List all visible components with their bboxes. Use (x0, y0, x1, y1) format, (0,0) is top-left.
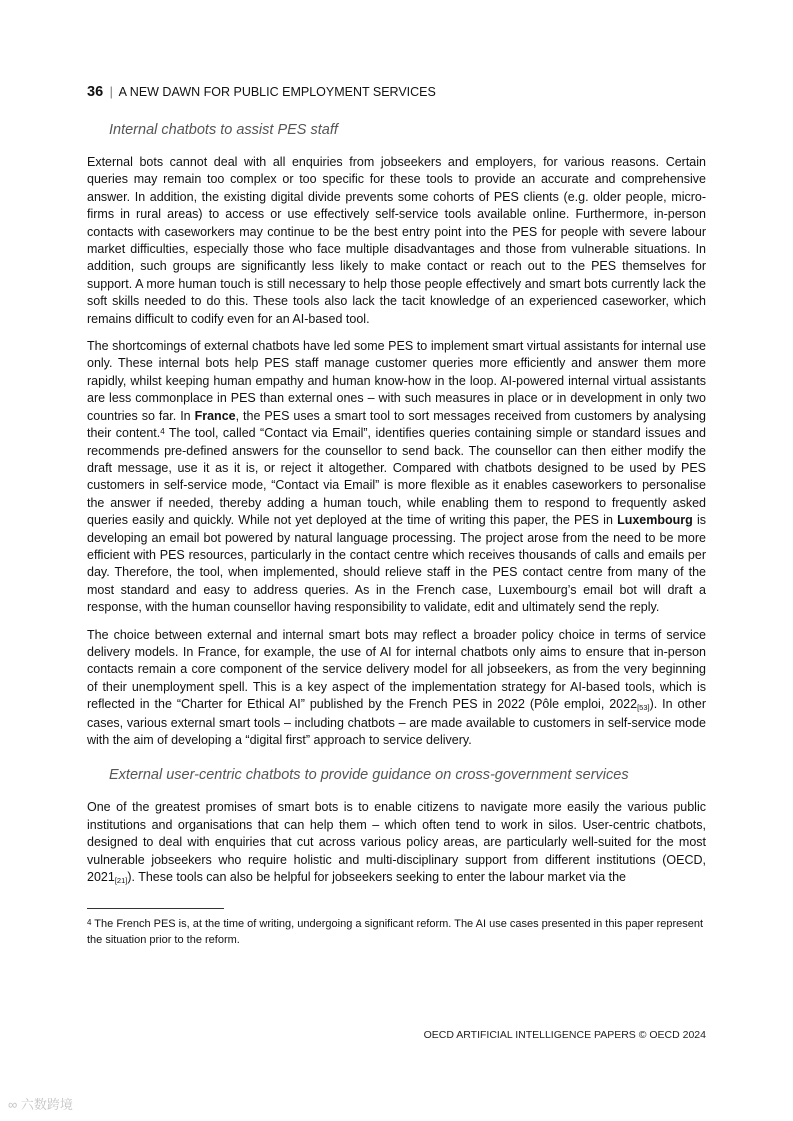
footnote (87, 916, 706, 948)
text-run: ). In other cases, various external smart tools – including chatbots – are made available to customers in self-service mode with the aim of developing a “digital first” approach to service delivery. (87, 697, 706, 747)
header-separator: | (109, 85, 113, 99)
citation-reference[interactable]: [21] (114, 876, 128, 886)
page-footer: OECD ARTIFICIAL INTELLIGENCE PAPERS © OECD 2024 (423, 1029, 706, 1041)
text-run: ). These tools can also be helpful for jobseekers seeking to enter the labour market via the (127, 870, 626, 885)
text-run: The choice between external and internal smart bots may reflect a broader policy choice in terms of service delivery models. In France, for example, the use of AI for internal chatbots only aims to ensure that in-person contacts remain a core component of the service delivery model for all jobseekers, as from the very beginning of their unemployment spell. This is a key aspect of the implementation strategy for AI-based tools, which is reflected in the “Charter for Ethical AI” published by the French PES in 2022 (Pôle emploi, 2022 (87, 627, 706, 712)
paragraph-policy-choice (87, 627, 706, 750)
main-content (87, 120, 706, 897)
document-page (87, 0, 706, 1121)
bold-country-france: France (194, 408, 236, 423)
footnote-reference[interactable]: 4 (160, 427, 165, 437)
text-run: One of the greatest promises of smart bots is to enable citizens to navigate more easily the various public institutions and organisations that can help them – which often tend to work in silos. User-centric chatbots, designed to deal with enquiries that cut across various policy areas, are particularly well-suited for the most vulnerable jobseekers who require holistic and multi-disciplinary support from different institutions (OECD, 2021 (87, 800, 706, 885)
page-number: 36 (87, 84, 104, 100)
paragraph-internal-bots (87, 338, 706, 617)
paragraph-user-centric-chatbots (87, 799, 706, 887)
text-run: is developing an email bot powered by natural language processing. The project arose from the need to be more efficient with PES resources, particularly in the contact centre which receives thousands of calls and emails per day. Therefore, the tool, when implemented, should relieve staff in the PES contact centre from many of the most standard and easy to address queries. As in the French case, Luxembourg’s email bot will draft a response, with the human counsellor having responsibility to validate, edit and ultimately send the reply. (87, 513, 706, 615)
footnote-text: The French PES is, at the time of writing, undergoing a significant reform. The AI use cases presented in this paper represent the situation prior to the reform. (87, 918, 704, 946)
text-run: The tool, called “Contact via Email”, identifies queries containing simple or standard issues and recommends pre-defined answers for the counsellor to send back. The counsellor can then either modify the draft message, use it as it is, or reject it altogether. Compared with chatbots designed to be used by PES customers in self-service mode, “Contact via Email” is more flexible as it enables caseworkers to personalise the answer if needed, thereby adding a human touch, while enabling them to respond to frequently asked queries easily and quickly. While not yet deployed at the time of writing this paper, the PES in (87, 426, 706, 528)
bold-country-luxembourg: Luxembourg (617, 513, 693, 528)
section-heading-internal-chatbots: Internal chatbots to assist PES staff (109, 122, 338, 138)
citation-reference[interactable]: [53] (637, 703, 650, 713)
watermark-logo: ∞ 六数跨境 (8, 1097, 73, 1112)
footnote-divider (87, 908, 224, 909)
running-header (87, 84, 436, 100)
section-heading-user-centric-chatbots: External user-centric chatbots to provide guidance on cross-government services (109, 767, 629, 784)
header-title: A NEW DAWN FOR PUBLIC EMPLOYMENT SERVICES (118, 85, 436, 99)
paragraph-external-bots-limits: External bots cannot deal with all enquiries from jobseekers and employers, for various reasons. Certain queries may remain too complex or too specific for these tools to provide an accurate and comprehensive answer. In addition, the existing digital divide prevents some cohorts of PES clients (e.g. older people, micro-firms in rural areas) to access or use effectively self-service tools available online. Furthermore, in-person contacts with caseworkers may continue to be the best entry point into the PES for people with severe labour market difficulties, especially those who face multiple disadvantages and those from vulnerable situations. In addition, such groups are significantly less likely to make contact or reach out to the PES themselves for support. A more human touch is still necessary to help those people effectively and smart bots currently lack the soft skills needed to do this. These tools also lack the tacit knowledge of an experienced caseworker, which remains difficult to codify even for an AI-based tool. (87, 155, 706, 326)
text-run: , the PES uses a smart tool to sort messages received from customers by analysing their content. (87, 408, 706, 441)
footnote-mark: 4 (87, 918, 92, 927)
text-run: The shortcomings of external chatbots have led some PES to implement smart virtual assistants for internal use only. These internal bots help PES staff manage customer queries more efficiently and answer them more rapidly, whilst keeping human empathy and human know-how in the loop. AI-powered internal virtual assistants are less commonplace in PES than external ones – with such measures in place or in development in only two countries so far. In (87, 339, 706, 423)
